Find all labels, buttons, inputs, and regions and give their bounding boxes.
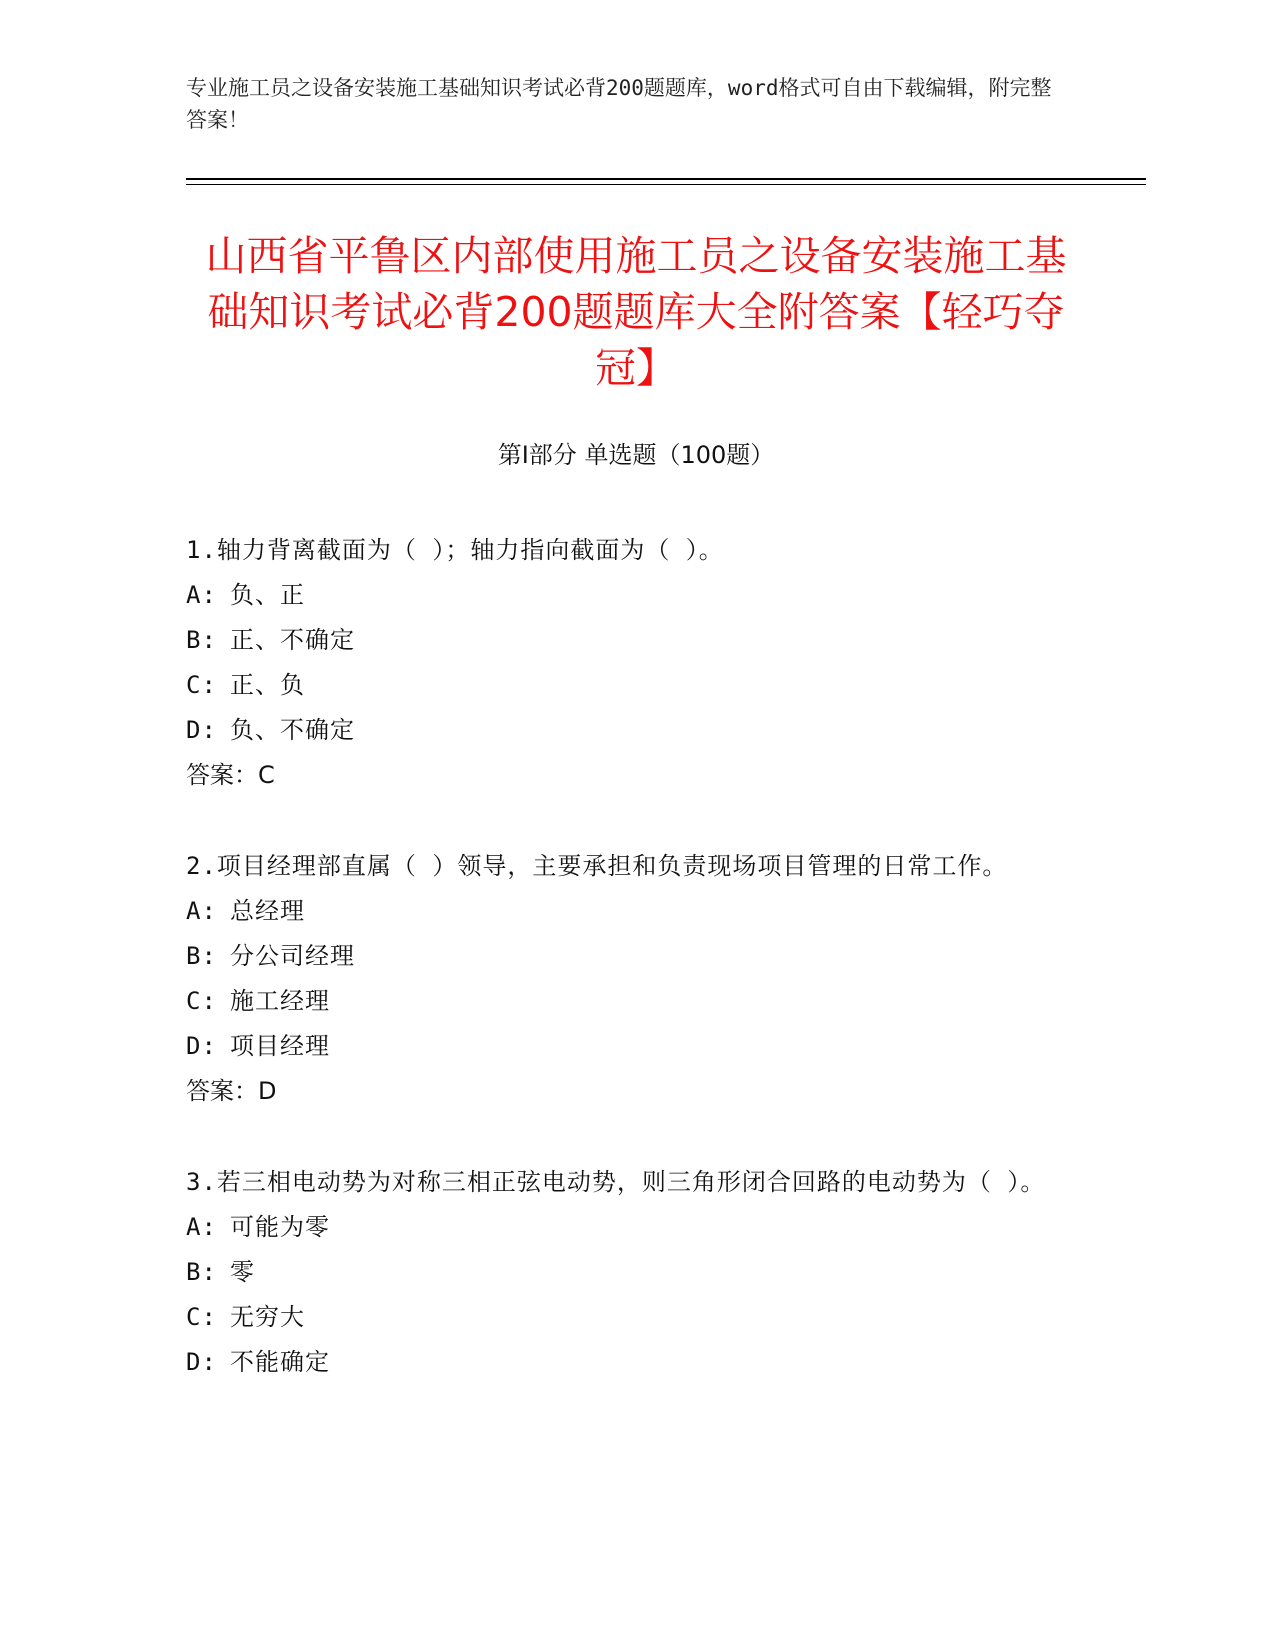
option-a [186,573,1066,618]
option-text: 零 [230,1258,255,1286]
option-key: A: [186,581,217,609]
option-b [186,1250,1066,1295]
answer-line: 答案：C [186,761,275,789]
option-key: B: [186,1258,217,1286]
question-text: 1.轴力背离截面为（ ）；轴力指向截面为（ ）。 [186,536,724,564]
option-d [186,708,1066,753]
section-heading: 第I部分 单选题（100题） [497,441,775,469]
option-c [186,1295,1066,1340]
question-3 [186,1160,1066,1385]
option-text: 正、不确定 [230,626,355,654]
header-note: 专业施工员之设备安装施工基础知识考试必背200题题库，word格式可自由下载编辑，附完整答案！ [186,76,1052,132]
question-text: 2.项目经理部直属（ ）领导，主要承担和负责现场项目管理的日常工作。 [186,852,1008,880]
document-title: 山西省平鲁区内部使用施工员之设备安装施工基础知识考试必背200题题库大全附答案【轻巧夺冠】 [205,232,1067,392]
option-text: 无穷大 [230,1303,305,1331]
option-a [186,1205,1066,1250]
option-key: C: [186,1303,217,1331]
header-divider [186,178,1146,180]
option-text: 施工经理 [230,987,330,1015]
header-divider-thin [186,184,1146,185]
option-d [186,1340,1066,1385]
option-text: 负、正 [230,581,305,609]
option-text: 正、负 [230,671,305,699]
option-key: A: [186,1213,217,1241]
option-text: 不能确定 [230,1348,330,1376]
option-key: D: [186,1032,217,1060]
option-text: 分公司经理 [230,942,355,970]
question-text: 3.若三相电动势为对称三相正弦电动势，则三角形闭合回路的电动势为（ ）。 [186,1168,1046,1196]
option-c [186,663,1066,708]
option-key: D: [186,1348,217,1376]
option-text: 总经理 [230,897,305,925]
option-text: 可能为零 [230,1213,330,1241]
question-2 [186,844,1066,1114]
option-d [186,1024,1066,1069]
question-list [186,528,1066,1431]
answer-line: 答案：D [186,1077,277,1105]
option-b [186,618,1066,663]
option-key: B: [186,626,217,654]
option-key: C: [186,671,217,699]
option-text: 项目经理 [230,1032,330,1060]
option-c [186,979,1066,1024]
option-key: D: [186,716,217,744]
question-1 [186,528,1066,798]
option-key: A: [186,897,217,925]
option-text: 负、不确定 [230,716,355,744]
option-key: B: [186,942,217,970]
option-a [186,889,1066,934]
option-key: C: [186,987,217,1015]
option-b [186,934,1066,979]
